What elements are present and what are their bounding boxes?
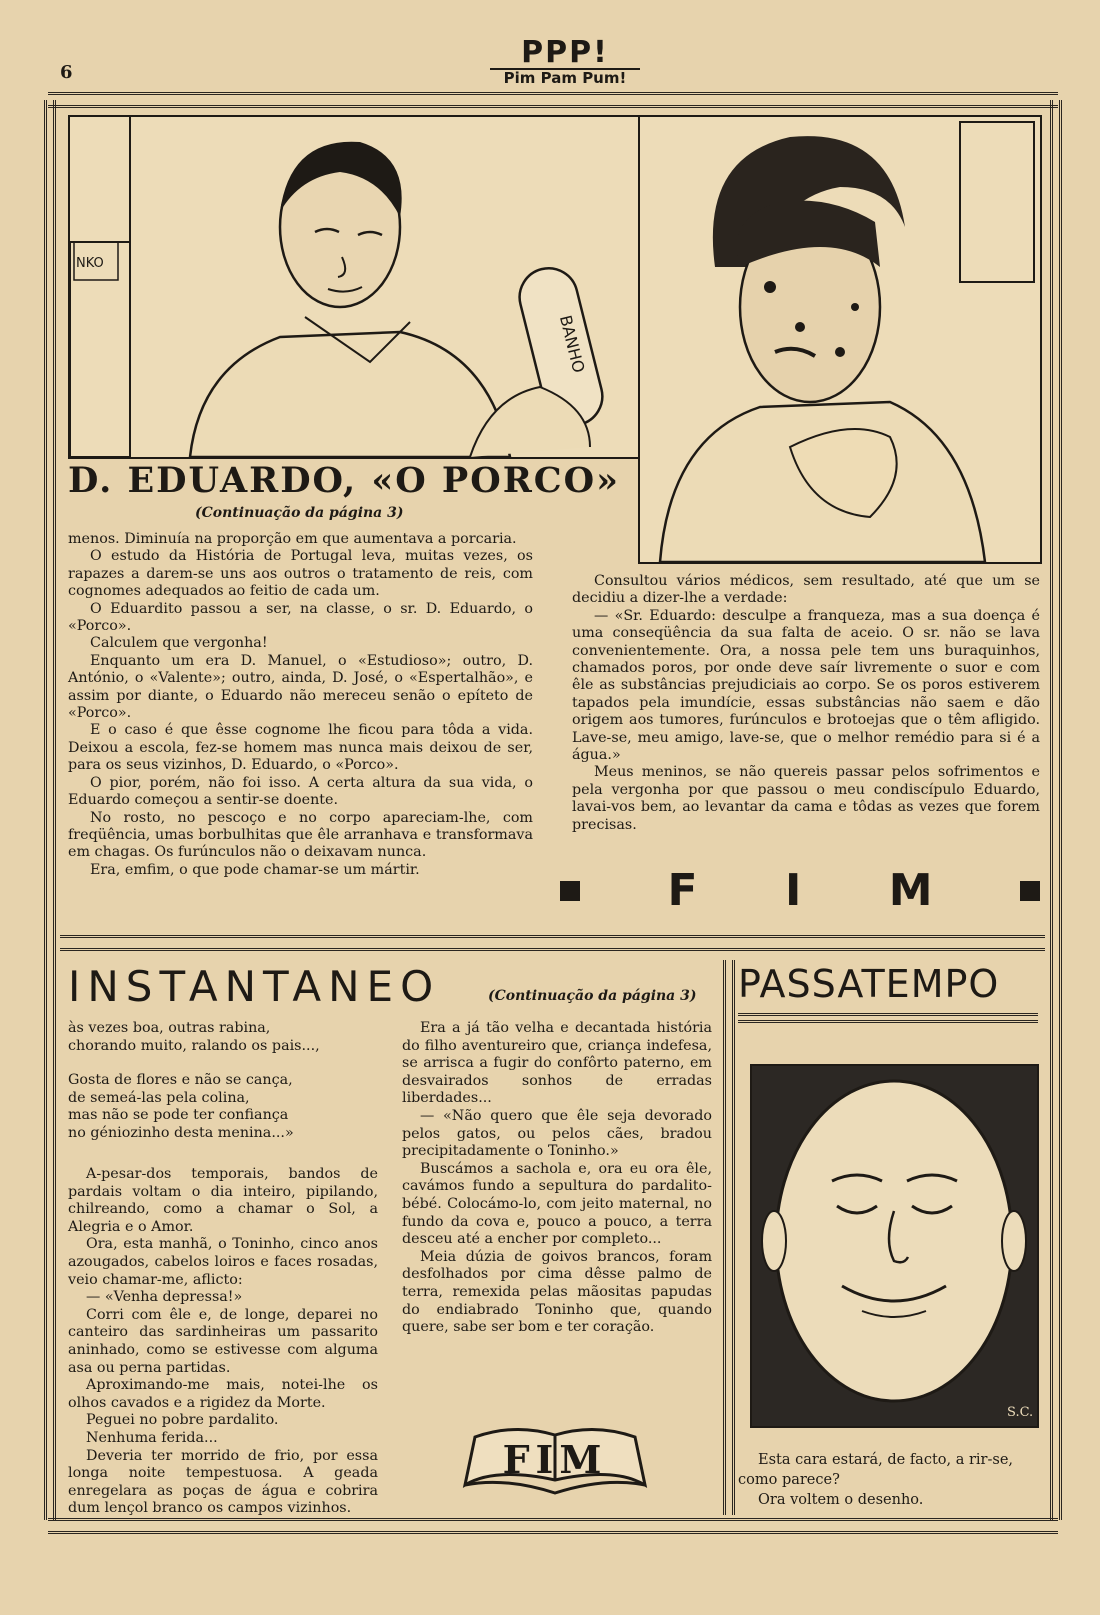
story2-continuation: (Continuação da página 3) — [488, 988, 697, 1004]
doctor-illustration — [70, 117, 640, 457]
story1-title: D. EDUARDO, «O PORCO» — [68, 460, 621, 501]
paragraph: Corri com êle e, de longe, deparei no canteiro das sardinheiras um passarito aninhado, como se estivesse com alguma asa ou perna partidas. — [68, 1306, 378, 1376]
left-border-rule — [44, 100, 56, 1520]
middle-divider-rule — [60, 935, 1045, 951]
paragraph: Enquanto um era D. Manuel, o «Estudioso»; outro, D. António, o «Valente»; outro, ainda, D. José, o «Espertalhão», e assim por diante, o Eduardo não mereceu senão o epíteto de «Porco». — [68, 652, 533, 722]
book-fim-text: FIM — [502, 1437, 608, 1482]
paragraph: Nenhuma ferida... — [86, 1429, 218, 1446]
verse-line: no géniozinho desta menina...» — [68, 1124, 294, 1141]
panel-label: NKO — [76, 256, 104, 271]
illustration-panel-patient — [638, 115, 1042, 564]
story1-column-1 — [68, 531, 533, 879]
open-book-icon — [455, 1415, 655, 1505]
verse-line: chorando muito, ralando os pais..., — [68, 1037, 320, 1054]
caption-line: Esta cara estará, de facto, a rir-se, como parece? — [738, 1452, 1014, 1488]
end-square-right — [1020, 881, 1040, 901]
paragraph: E o caso é que êsse cognome lhe ficou para tôda a vida. Deixou a escola, fez-se homem mas nunca mais deixou de ser, para os seus vizinhos, D. Eduardo, o «Porco». — [68, 722, 533, 774]
paragraph: O Eduardito passou a ser, na classe, o sr. D. Eduardo, o «Porco». — [68, 600, 533, 635]
masthead-logo — [490, 35, 640, 87]
paragraph: Meia dúzia de goivos brancos, foram desfolhados por cima dêsse palmo de terra, remexida pelas mãositas papudas do endiabrado Toninho que, quando quere, sabe ser bom e ter coração. — [402, 1248, 712, 1336]
paragraph: — «Venha depressa!» — [86, 1289, 243, 1306]
face-drawing — [752, 1066, 1037, 1426]
paragraph: Aproximando-me mais, notei-lhe os olhos cavados e a rigidez da Morte. — [68, 1377, 378, 1411]
verse-line: às vezes boa, outras rabina, — [68, 1020, 271, 1036]
story2-column-1-prose — [68, 1166, 378, 1518]
patient-illustration — [640, 117, 1040, 562]
bottom-border-rule — [48, 1518, 1058, 1534]
passatempo-caption — [738, 1450, 1038, 1510]
paragraph: A-pesar-dos temporais, bandos de pardais voltam o dia inteiro, pipilando, chilreando, como a chamar o Sol, a Alegria e o Amor. — [68, 1166, 378, 1235]
paragraph: menos. Diminuía na proporção em que aumentava a porcaria. — [68, 531, 517, 547]
masthead-top: PPP! — [490, 38, 640, 70]
paragraph: Deveria ter morrido de frio, por essa longa noite tempestuosa. A geada enregelara as poças de água e cobrira dum lençol branco os campos vizinhos. — [68, 1447, 378, 1517]
paragraph: Era a já tão velha e decantada história do filho aventureiro que, criança indefesa, se arrisca a fugir do confôrto paterno, em desvairados sonhos de erradas liberdades... — [402, 1020, 712, 1107]
end-letter-m: M — [888, 865, 933, 916]
story1-end-mark — [560, 865, 1040, 916]
paragraph: O pior, porém, não foi isso. A certa altura da sua vida, o Eduardo começou a sentir-se doente. — [68, 774, 533, 809]
passatempo-title: PASSATEMPO — [738, 962, 1000, 1006]
story2-column-2 — [402, 1020, 712, 1337]
story2-column-1 — [68, 1020, 388, 1143]
paragraph: Meus meninos, se não quereis passar pelos sofrimentos e pela vergonha por que passou o meu condiscípulo Eduardo, lavai-vos bem, ao levantar da cama e tôdas as vezes que forem precisas. — [572, 764, 1040, 833]
right-border-rule — [1050, 100, 1062, 1520]
fim-book-emblem — [455, 1415, 655, 1505]
story1-continuation: (Continuação da página 3) — [195, 505, 404, 521]
illustration-panel-doctor — [68, 115, 642, 459]
paragraph: Buscámos a sachola e, ora eu ora êle, cavámos fundo a sepultura do pardalito-bébé. Colocámo-lo, com jeito maternal, no fundo da cova e, pouco a pouco, a terra desceu até a encher por completo... — [402, 1160, 712, 1248]
bottle-label: BANHO — [555, 313, 589, 375]
passatempo-title-rule — [738, 1013, 1038, 1023]
verse-line: de semeá-las pela colina, — [68, 1089, 250, 1106]
page-number: 6 — [60, 62, 73, 83]
paragraph: Peguei no pobre pardalito. — [86, 1412, 279, 1429]
story1-column-2 — [572, 573, 1040, 834]
verse-line: Gosta de flores e não se cança, — [68, 1072, 293, 1089]
top-border-rule — [48, 92, 1058, 108]
paragraph: O estudo da História de Portugal leva, muitas vezes, os rapazes a darem-se uns aos outros o tratamento de reis, com cognomes adequados ao feitio de cada um. — [68, 548, 533, 600]
drawing-signature: S.C. — [1007, 1405, 1034, 1420]
paragraph: Ora, esta manhã, o Toninho, cinco anos azougados, cabelos loiros e faces rosadas, veio chamar-me, aflicto: — [68, 1236, 378, 1288]
verse-line: mas não se pode ter confiança — [68, 1107, 289, 1124]
end-square-left — [560, 881, 580, 901]
paragraph: Consultou vários médicos, sem resultado, até que um se decidiu a dizer-lhe a verdade: — [572, 573, 1040, 607]
masthead-sub: Pim Pam Pum! — [503, 69, 627, 87]
paragraph: — «Não quero que êle seja devorado pelos gatos, ou pelos cães, bradou precipitadamente o Toninho.» — [402, 1107, 712, 1160]
end-letter-i: I — [784, 865, 802, 916]
passatempo-divider-rule — [723, 960, 735, 1515]
upside-down-face-puzzle — [750, 1064, 1039, 1428]
end-letter-f: F — [667, 865, 698, 916]
paragraph: — «Sr. Eduardo: desculpe a franqueza, mas a sua doença é uma conseqüência da sua falta de aceio. O sr. não se lava convenientemente. Ora, a nossa pele tem uns buraquinhos, chamados poros, por onde deve saír livremente o suor e com êle as substâncias prejudiciais ao corpo. Se os poros estiverem tapados pela imundície, essas substâncias não saem e dão origem aos tumores, furúnculos e brotoejas que o têm afligido. Lave-se, meu amigo, lave-se, que o melhor remédio para si é a água.» — [572, 607, 1040, 764]
paragraph: No rosto, no pescoço e no corpo apareciam-lhe, com freqüência, umas borbulhitas que êle arranhava e transformava em chagas. Os furúnculos não o deixavam nunca. — [68, 809, 533, 861]
caption-line: Ora voltem o desenho. — [758, 1492, 924, 1508]
story2-title: INSTANTANEO — [68, 962, 441, 1011]
paragraph: Era, emfim, o que pode chamar-se um mártir. — [90, 861, 420, 878]
paragraph: Calculem que vergonha! — [90, 635, 268, 652]
